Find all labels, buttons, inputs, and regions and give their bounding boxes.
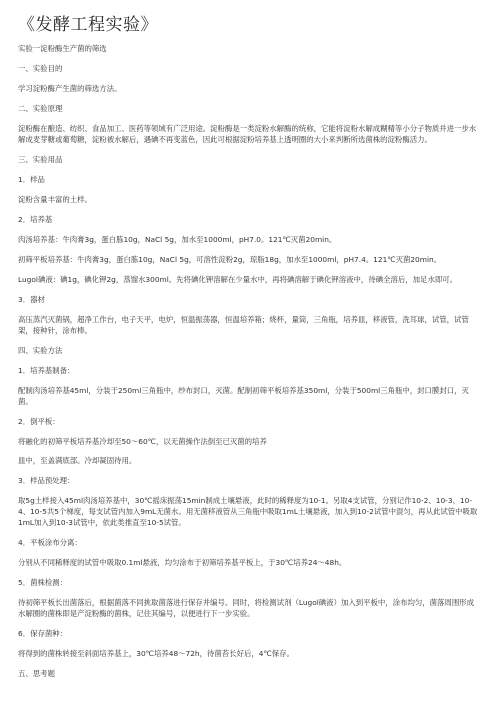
subheading: 2．倒平板： <box>18 417 60 426</box>
section-heading: 五、思考题 <box>18 669 55 678</box>
subheading: 2．培养基 <box>18 215 53 224</box>
paragraph: 取5g土样接入45ml肉汤培养基中，30℃摇床振荡15min制成土壤悬液，此时的稀释度为10-1。另取4支试管，分别记作10-2、10-3、10-4、10-5共5个梯度，每支试管内加入9mL无菌水。用无菌移液管从三角瓶中吸取1mL土壤悬液，加入到10-2试管中混匀，再从此试管中吸取1mL加入到10-3试管中，依此类推直至10-5试管。 <box>18 496 478 527</box>
subheading: 3．样品预处理： <box>18 476 75 485</box>
paragraph: 将得到的菌株转接至斜面培养基上，30℃培养48～72h，待菌苔长好后，4℃保存。 <box>18 649 294 658</box>
subheading: 4．平板涂布分离： <box>18 538 82 547</box>
paragraph: 肉汤培养基：牛肉膏3g，蛋白胨10g，NaCl 5g，加水至1000ml，pH7.0。121℃灭菌20min。 <box>18 235 337 244</box>
section-heading: 二、实验原理 <box>18 104 63 113</box>
section-heading: 一、实验目的 <box>18 64 63 73</box>
subheading: 5．菌株检测： <box>18 578 68 587</box>
paragraph: 高压蒸汽灭菌锅，超净工作台，电子天平，电炉，恒温振荡器，恒温培养箱；烧杯，量筒，三角瓶，培养皿，移液管，洗耳球，试管，试管架，接种针，涂布棒。 <box>18 315 469 335</box>
subheading: 1．样品 <box>18 175 45 184</box>
paragraph: 分别从不同稀释度的试管中吸取0.1ml悬液，均匀涂布于初筛培养基平板上，于30℃培养24～48h。 <box>18 558 347 567</box>
experiment-heading: 实验一淀粉酶生产菌的筛选 <box>18 44 107 53</box>
document-title: 《发酵工程实验》 <box>18 15 158 35</box>
paragraph: 淀粉酶在酿造、纺织、食品加工、医药等领域有广泛用途。淀粉酶是一类淀粉水解酶的统称，它能将淀粉水解成糊精等小分子物质并进一步水解成麦芽糖或葡萄糖，淀粉被水解后，遇碘不再变蓝色，因此可根据淀粉培养基上透明圈的大小来判断所选菌株的淀粉酶活力。 <box>18 124 477 144</box>
paragraph: Lugol碘液：碘1g，碘化钾2g，蒸馏水300ml。先将碘化钾溶解在少量水中，再将碘溶解于碘化钾溶液中，待碘全溶后，加足水即可。 <box>18 275 458 284</box>
subheading: 3．器材 <box>18 295 45 304</box>
section-heading: 四、实验方法 <box>18 346 63 355</box>
subheading: 6．保存菌种： <box>18 629 68 638</box>
paragraph: 皿中，至盖满底部。冷却凝固待用。 <box>18 456 137 465</box>
paragraph: 待初筛平板长出菌落后，根据菌落不同挑取菌落进行保存并编号。同时，将检测试剂（Lugol碘液）加入到平板中，涂布均匀，菌落周围形成水解圈的菌株即是产淀粉酶的菌株，记住其编号，以便进行下一步实验。 <box>18 598 474 618</box>
paragraph: 初筛平板培养基：牛肉膏3g，蛋白胨10g，NaCl 5g，可溶性淀粉2g，琼脂18g，加水至1000ml，pH7.4。121℃灭菌20min。 <box>18 255 442 264</box>
paragraph: 将融化的初筛平板培养基冷却至50～60℃，以无菌操作法倒至已灭菌的培养 <box>18 437 267 446</box>
paragraph: 配制肉汤培养基45ml，分装于250ml三角瓶中，纱布封口，灭菌。配制初筛平板培养基350ml，分装于500ml三角瓶中，封口膜封口，灭菌。 <box>18 386 469 406</box>
section-heading: 三、实验用品 <box>18 155 63 164</box>
paragraph: 学习淀粉酶产生菌的筛选方法。 <box>18 84 122 93</box>
paragraph: 淀粉含量丰富的土样。 <box>18 195 92 204</box>
subheading: 1．培养基制备： <box>18 366 75 375</box>
